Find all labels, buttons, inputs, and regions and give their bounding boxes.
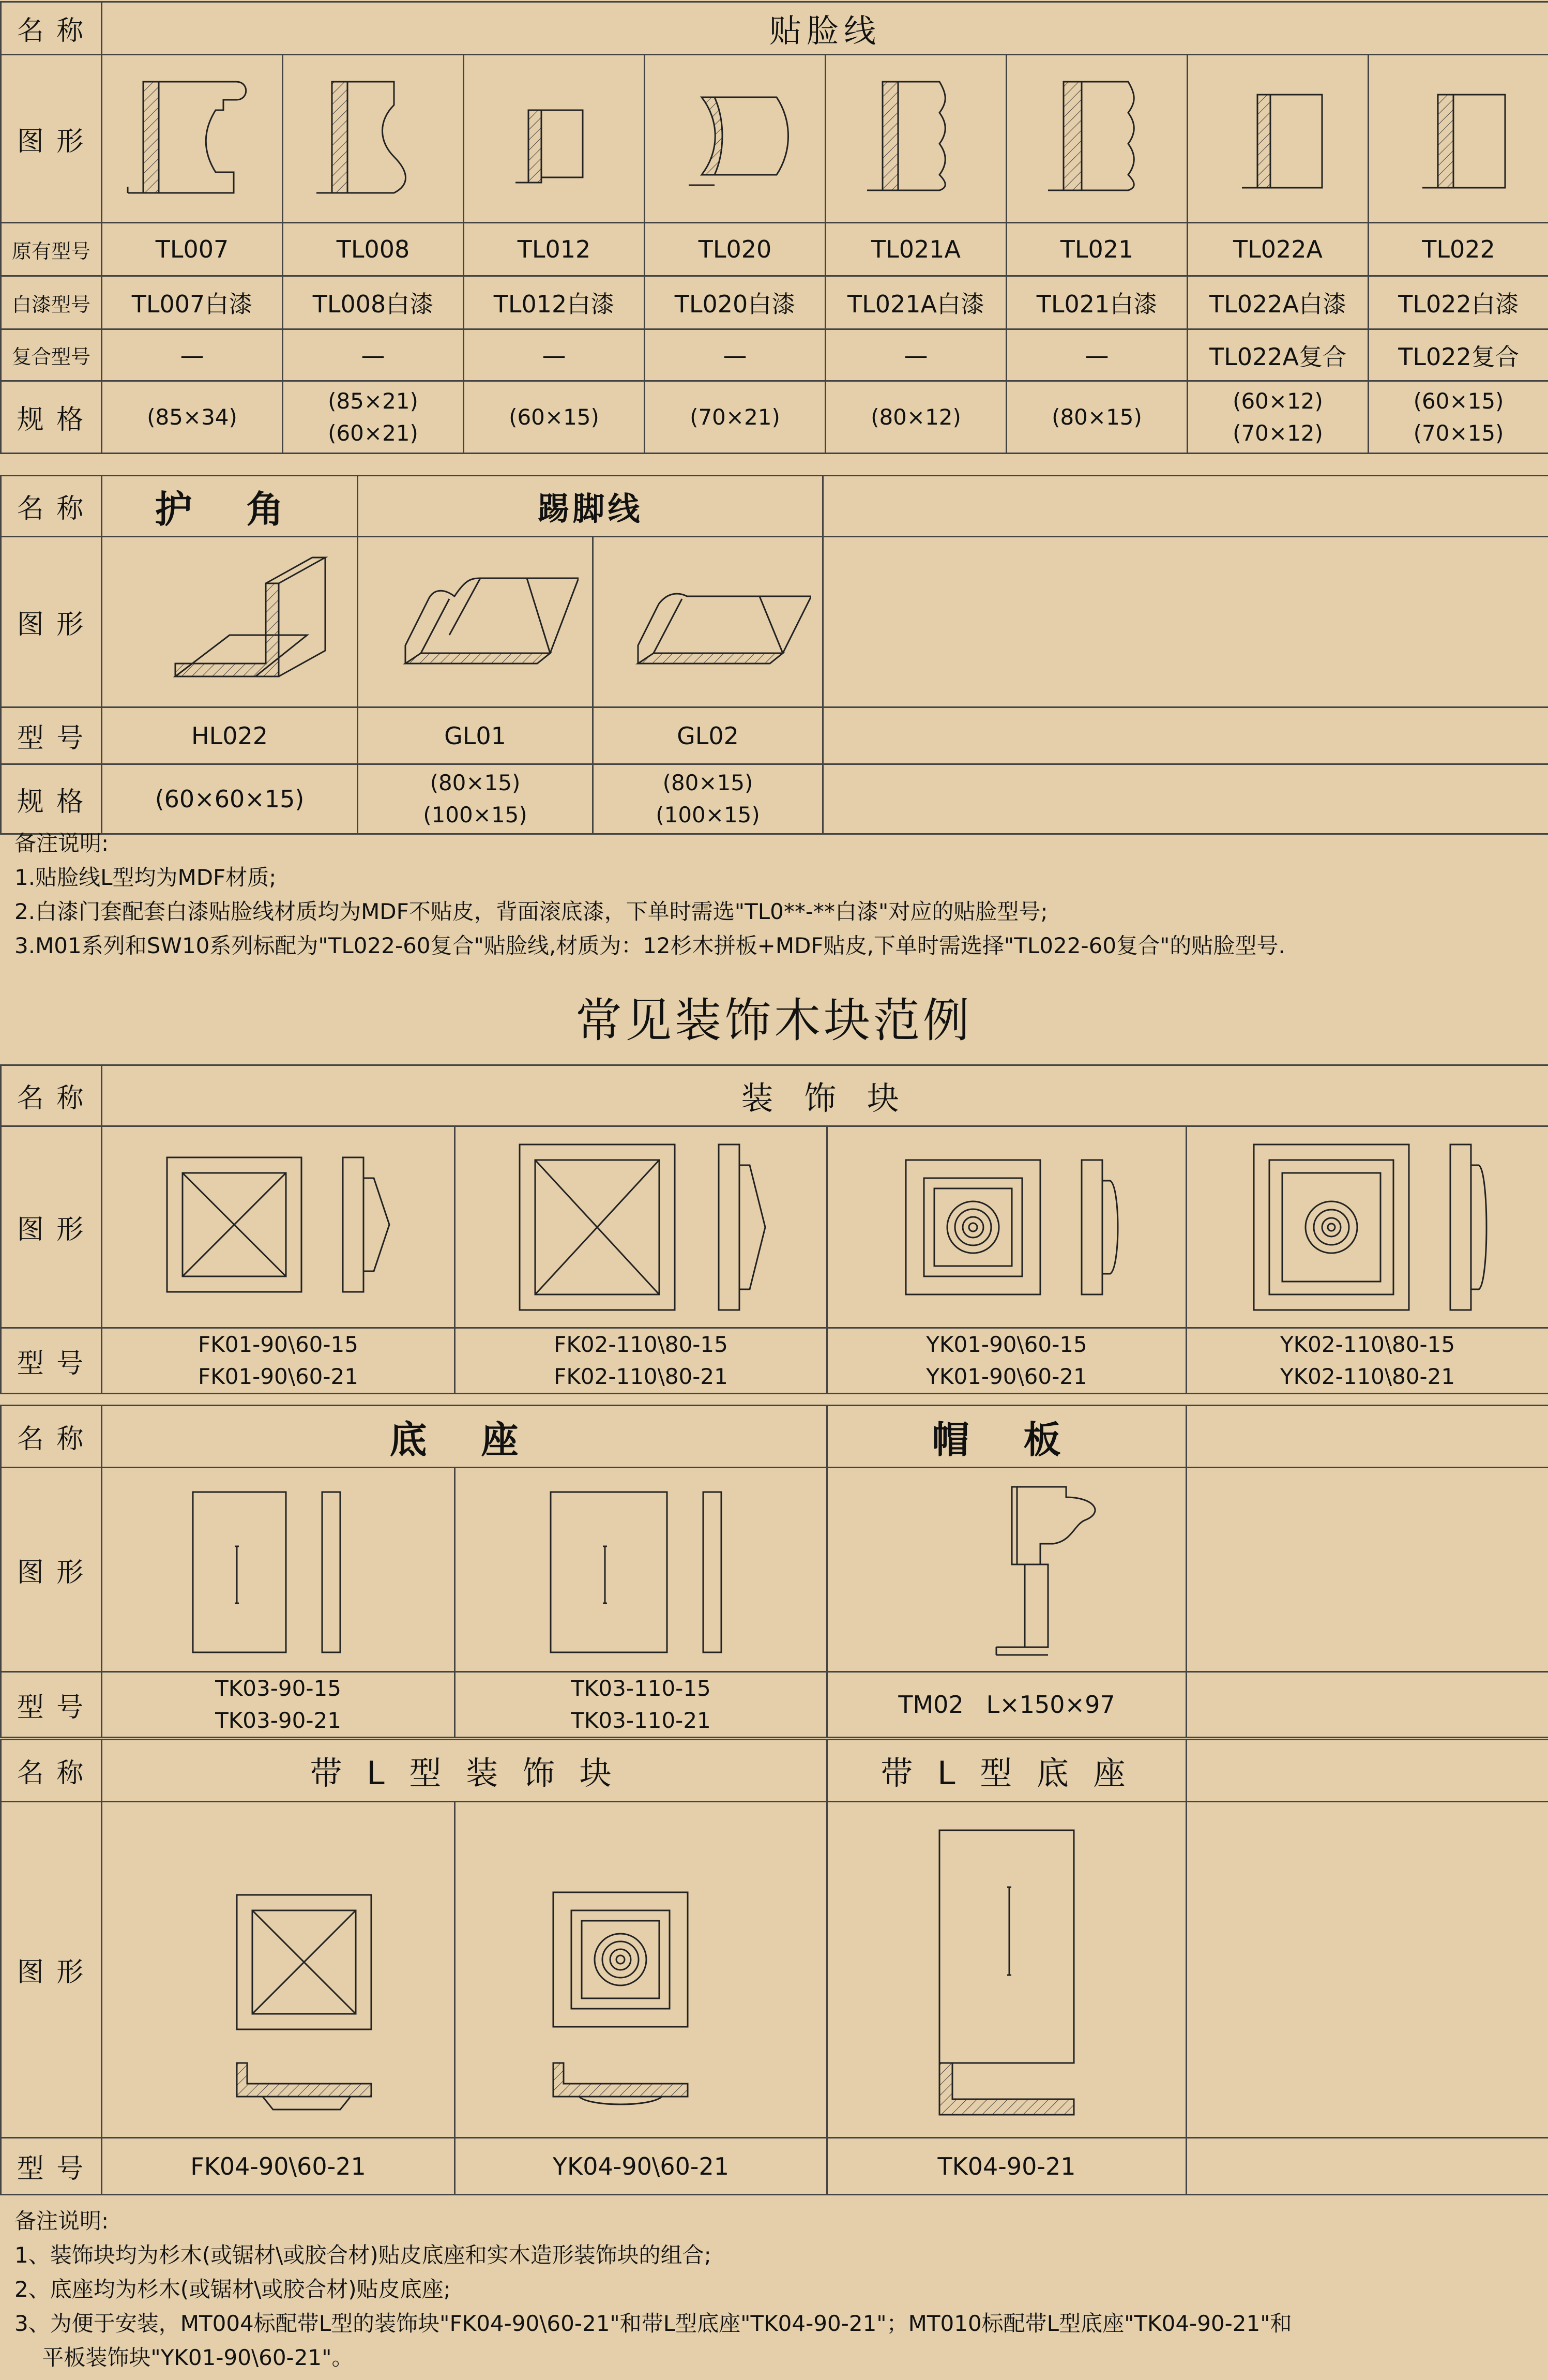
empty-cell	[823, 707, 1548, 764]
model-label: 型 号	[1, 2138, 102, 2195]
model: YK04-90\60-21	[455, 2138, 827, 2195]
model: FK04-90\60-21	[102, 2138, 455, 2195]
model: TK04-90-21	[827, 2138, 1187, 2195]
composite-model: —	[826, 329, 1007, 381]
spec: (85×34)	[102, 381, 283, 454]
l-type-table	[0, 1739, 1548, 2195]
name-label: 名 称	[1, 476, 102, 537]
model: GL01	[358, 707, 593, 764]
model: TM02 L×150×97	[827, 1672, 1187, 1738]
composite-model: —	[645, 329, 826, 381]
tl008-drawing	[283, 55, 464, 223]
orig-model: TL012	[464, 223, 645, 276]
yk01-drawing	[827, 1126, 1187, 1328]
white-model: TL022A白漆	[1188, 276, 1369, 329]
trim-title: 贴脸线	[102, 2, 1548, 55]
name-label: 名 称	[1, 1740, 102, 1802]
empty-cell	[1187, 1468, 1548, 1672]
orig-model: TL021A	[826, 223, 1007, 276]
notes-heading: 备注说明:	[14, 2208, 109, 2234]
spec: (80×15) (100×15)	[593, 764, 823, 834]
white-model: TL021白漆	[1007, 276, 1188, 329]
orig-model: TL008	[283, 223, 464, 276]
composite-model: —	[464, 329, 645, 381]
empty-cell	[1187, 1802, 1548, 2138]
white-model: TL012白漆	[464, 276, 645, 329]
tl007-drawing	[102, 55, 283, 223]
l-base-title: 带 L 型 底 座	[827, 1740, 1187, 1802]
l-block-title: 带 L 型 装 饰 块	[102, 1740, 827, 1802]
empty-cell	[1187, 2138, 1548, 2195]
empty-cell	[1187, 1740, 1548, 1802]
spec: (60×15)	[464, 381, 645, 454]
tm02-drawing	[827, 1468, 1187, 1672]
note-line: 2、底座均为杉木(或锯材\或胶合材)贴皮底座;	[14, 2277, 451, 2302]
spec: (80×15) (100×15)	[358, 764, 593, 834]
tl022-drawing	[1369, 55, 1548, 223]
white-model: TL021A白漆	[826, 276, 1007, 329]
fk01-drawing	[102, 1126, 455, 1328]
composite-model: —	[283, 329, 464, 381]
white-model-label: 白漆型号	[1, 276, 102, 329]
figure-label: 图 形	[1, 537, 102, 707]
orig-model: TL022A	[1188, 223, 1369, 276]
name-label: 名 称	[1, 1406, 102, 1468]
note-line: 1、装饰块均为杉木(或锯材\或胶合材)贴皮底座和实木造形装饰块的组合;	[14, 2242, 711, 2268]
base-title: 底 座	[102, 1406, 827, 1468]
tl020-drawing	[645, 55, 826, 223]
model: GL02	[593, 707, 823, 764]
spec-label: 规 格	[1, 764, 102, 834]
tl021a-drawing	[826, 55, 1007, 223]
orig-model: TL020	[645, 223, 826, 276]
figure-label: 图 形	[1, 55, 102, 223]
hl022-drawing	[102, 537, 358, 707]
note-line: 3、为便于安装，MT004标配带L型的装饰块"FK04-90\60-21"和带L型底座"TK04-90-21"；MT010标配带L型底座"TK04-90-21"和	[14, 2311, 1292, 2336]
model: TK03-90-15 TK03-90-21	[102, 1672, 455, 1738]
gl01-drawing	[358, 537, 593, 707]
fk02-drawing	[455, 1126, 827, 1328]
figure-label: 图 形	[1, 1802, 102, 2138]
name-label: 名 称	[1, 2, 102, 55]
base-cap-table	[0, 1405, 1548, 1738]
model: HL022	[102, 707, 358, 764]
deco-block-title: 装 饰 块	[102, 1065, 1548, 1126]
empty-cell	[1187, 1672, 1548, 1738]
white-model: TL007白漆	[102, 276, 283, 329]
tk03-90-drawing	[102, 1468, 455, 1672]
tl022a-drawing	[1188, 55, 1369, 223]
spec: (80×12)	[826, 381, 1007, 454]
spec: (60×15) (70×15)	[1369, 381, 1548, 454]
composite-model-label: 复合型号	[1, 329, 102, 381]
trim-table	[0, 1, 1548, 454]
fk04-drawing	[102, 1802, 455, 2138]
orig-model: TL022	[1369, 223, 1548, 276]
tl012-drawing	[464, 55, 645, 223]
skirting-title: 踢脚线	[358, 476, 823, 537]
name-label: 名 称	[1, 1065, 102, 1126]
model-label: 型 号	[1, 1328, 102, 1394]
main-title: 常见装饰木块范例	[575, 993, 973, 1048]
white-model: TL020白漆	[645, 276, 826, 329]
notes-heading: 备注说明:	[14, 831, 109, 856]
note-line: 3.M01系列和SW10系列标配为"TL022-60复合"贴脸线,材质为：12杉木拼板+MDF贴皮,下单时需选择"TL022-60复合"的贴脸型号.	[14, 933, 1285, 958]
white-model: TL008白漆	[283, 276, 464, 329]
orig-model-label: 原有型号	[1, 223, 102, 276]
figure-label: 图 形	[1, 1468, 102, 1672]
composite-model: TL022复合	[1369, 329, 1548, 381]
orig-model: TL007	[102, 223, 283, 276]
empty-cell	[823, 476, 1548, 537]
spec: (60×12) (70×12)	[1188, 381, 1369, 454]
model: TK03-110-15 TK03-110-21	[455, 1672, 827, 1738]
block-notes	[14, 2204, 1292, 2375]
composite-model: —	[102, 329, 283, 381]
orig-model: TL021	[1007, 223, 1188, 276]
trim-notes	[14, 826, 1285, 963]
empty-cell	[823, 764, 1548, 834]
figure-label: 图 形	[1, 1126, 102, 1328]
spec: (85×21) (60×21)	[283, 381, 464, 454]
spec: (80×15)	[1007, 381, 1188, 454]
gl02-drawing	[593, 537, 823, 707]
spec: (70×21)	[645, 381, 826, 454]
model: YK02-110\80-15 YK02-110\80-21	[1187, 1328, 1548, 1394]
corner-skirting-table	[0, 475, 1548, 835]
yk02-drawing	[1187, 1126, 1548, 1328]
model: FK01-90\60-15 FK01-90\60-21	[102, 1328, 455, 1394]
composite-model: —	[1007, 329, 1188, 381]
tk03-110-drawing	[455, 1468, 827, 1672]
empty-cell	[1187, 1406, 1548, 1468]
white-model: TL022白漆	[1369, 276, 1548, 329]
model-label: 型 号	[1, 707, 102, 764]
deco-block-table	[0, 1064, 1548, 1394]
model: YK01-90\60-15 YK01-90\60-21	[827, 1328, 1187, 1394]
model-label: 型 号	[1, 1672, 102, 1738]
note-line: 2.白漆门套配套白漆贴脸线材质均为MDF不贴皮，背面滚底漆，下单时需选"TL0**-**白漆"对应的贴脸型号;	[14, 899, 1048, 924]
composite-model: TL022A复合	[1188, 329, 1369, 381]
spec-label: 规 格	[1, 381, 102, 454]
spec: (60×60×15)	[102, 764, 358, 834]
empty-cell	[823, 537, 1548, 707]
note-line: 1.贴脸线L型均为MDF材质;	[14, 865, 277, 890]
note-line: 平板装饰块"YK01-90\60-21"。	[14, 2345, 354, 2370]
corner-guard-title: 护 角	[102, 476, 358, 537]
yk04-drawing	[455, 1802, 827, 2138]
tl021-drawing	[1007, 55, 1188, 223]
model: FK02-110\80-15 FK02-110\80-21	[455, 1328, 827, 1394]
cap-board-title: 帽 板	[827, 1406, 1187, 1468]
tk04-drawing	[827, 1802, 1187, 2138]
